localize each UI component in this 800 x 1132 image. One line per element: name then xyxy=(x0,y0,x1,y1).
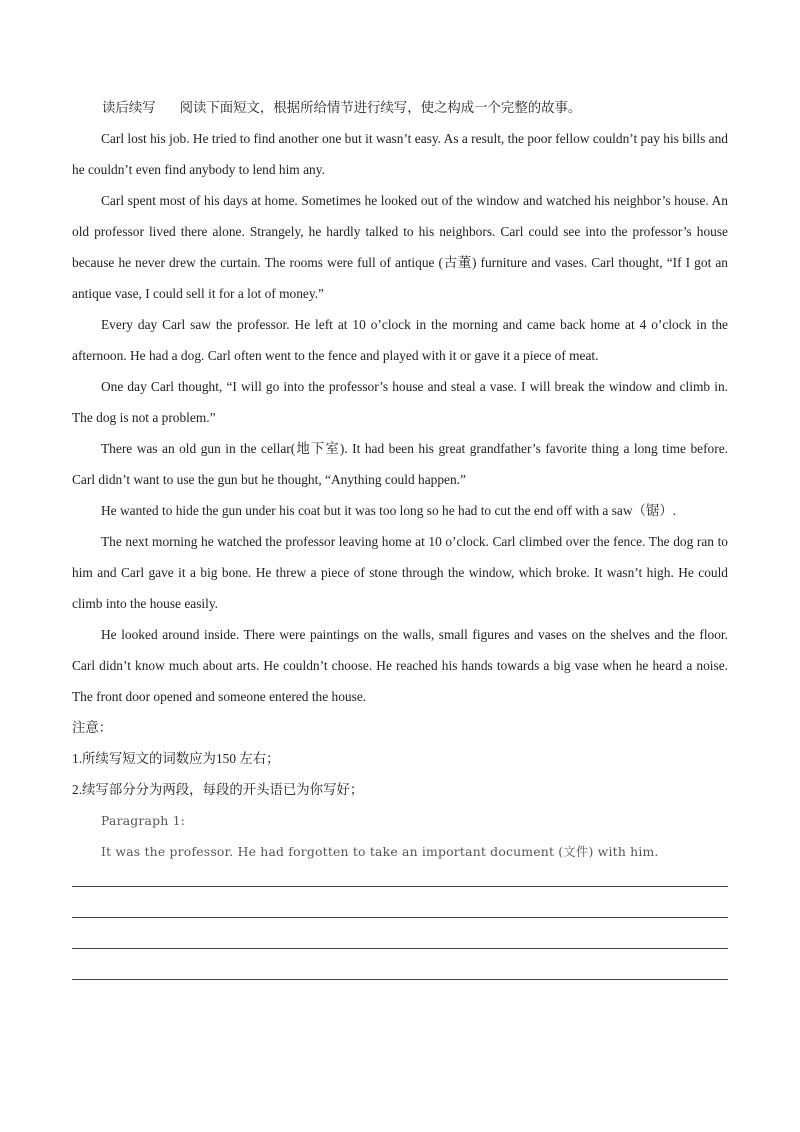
story-paragraph: There was an old gun in the cellar(地下室). It had been his great grandfather’s favorite thing a long time before. Carl didn’t want to use the gun but he thought, “Anything could happen.” xyxy=(72,441,728,487)
story-paragraph: The next morning he watched the professor leaving home at 10 o’clock. Carl climbed over the fence. The dog ran to him and Carl gave it a big bone. He threw a piece of stone through the window, which broke. It wasn’t high. He could climb into the house easily. xyxy=(72,534,728,611)
answer-line[interactable] xyxy=(72,867,728,898)
answer-line[interactable] xyxy=(72,898,728,929)
paragraph-label: Paragraph 1: xyxy=(101,813,186,828)
story-paragraph: Carl spent most of his days at home. Sometimes he looked out of the window and watched his neighbor’s house. An old professor lived there alone. Strangely, he hardly talked to his neighbors. Carl could see into the professor’s house because he never drew the curtain. The rooms were full of antique (古董) furniture and vases. Carl thought, “If I got an antique vase, I could sell it for a lot of money.” xyxy=(72,193,728,301)
task-instruction: 阅读下面短文，根据所给情节进行续写，使之构成一个完整的故事。 xyxy=(179,100,582,115)
task-type: 读后续写 xyxy=(102,100,156,115)
paragraph-opening: It was the professor. He had forgotten to take an important document (文件) with him. xyxy=(101,844,659,859)
note-item: 1.所续写短文的词数应为150 左右； xyxy=(72,751,280,766)
task-header xyxy=(72,92,728,123)
note-item: 2.续写部分分为两段，每段的开头语已为你写好； xyxy=(72,782,364,797)
exam-page xyxy=(72,92,728,991)
answer-line[interactable] xyxy=(72,929,728,960)
story-paragraph: Carl lost his job. He tried to find another one but it wasn’t easy. As a result, the poor fellow couldn’t pay his bills and he couldn’t even find anybody to lend him any. xyxy=(72,131,728,177)
answer-line[interactable] xyxy=(72,960,728,991)
story-paragraph: He wanted to hide the gun under his coat but it was too long so he had to cut the end off with a saw（锯）. xyxy=(101,503,677,518)
story-paragraph: Every day Carl saw the professor. He left at 10 o’clock in the morning and came back home at 4 o’clock in the afternoon. He had a dog. Carl often went to the fence and played with it or gave it a piece of meat. xyxy=(72,317,728,363)
story-paragraph: He looked around inside. There were paintings on the walls, small figures and vases on the shelves and the floor. Carl didn’t know much about arts. He couldn’t choose. He reached his hands towards a big vase when he heard a noise. The front door opened and someone entered the house. xyxy=(72,627,728,704)
notes-heading: 注意： xyxy=(72,720,113,735)
story-paragraph: One day Carl thought, “I will go into the professor’s house and steal a vase. I will break the window and climb in. The dog is not a problem.” xyxy=(72,379,728,425)
